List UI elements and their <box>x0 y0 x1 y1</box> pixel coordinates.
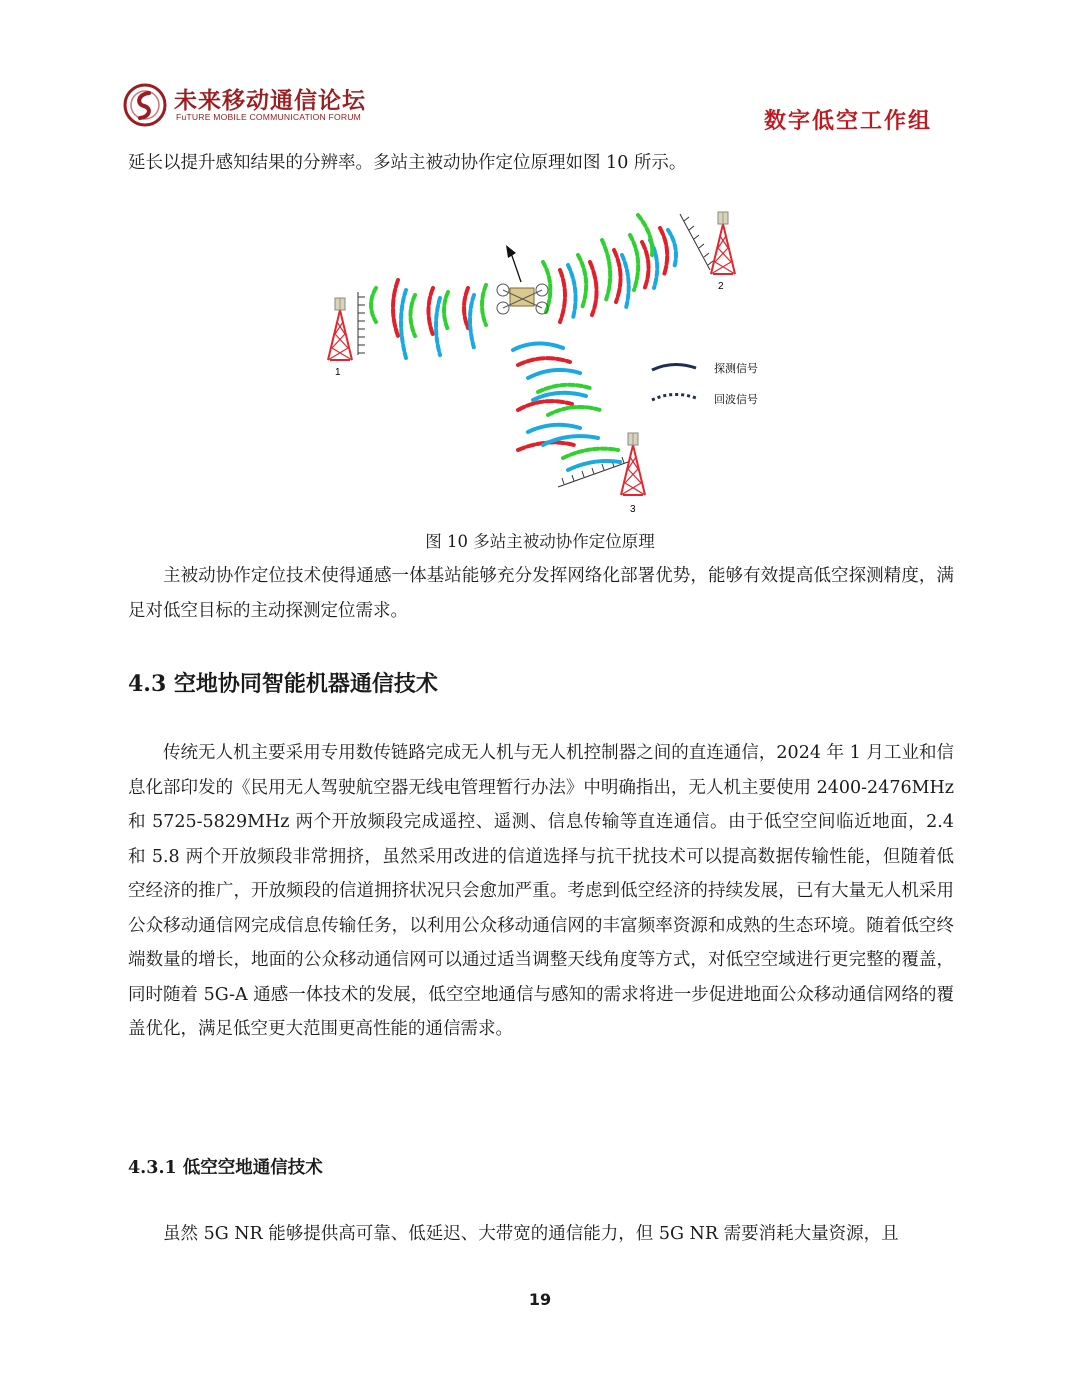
forum-logo <box>122 82 392 130</box>
working-group-name: 数字低空工作组 <box>763 109 932 134</box>
signal-waves-station-3 <box>513 343 620 470</box>
section-4-3-paragraph: 传统无人机主要采用专用数传链路完成无人机与无人机控制器之间的直连通信，2024 年 1 月工业和信息化部印发的《民用无人驾驶航空器无线电管理暂行办法》中明确指出，无人机主要使用 2400-2476MHz 和 5725-5829MHz 两个开放频段完成遥控、遥测、信息传输等直连通信。由于低空空间临近地面，2.4 和 5.8 两个开放频段非常拥挤，虽然采用改进的信道选择与抗干扰技术可以提高数据传输性能，但随着低空经济的推广，开放频段的信道拥挤状况只会愈加严重。考虑到低空经济的持续发展，已有大量无人机采用公众移动通信网完成信息传输任务，以利用公众移动通信网的丰富频率资源和成熟的生态环境。随着低空终端数量的增长，地面的公众移动通信网可以通过适当调整天线角度等方式，对低空空域进行更完整的覆盖，同时随着 5G-A 通感一体技术的发展，低空空地通信与感知的需求将进一步促进地面公众移动通信网络的覆盖优化，满足低空更大范围更高性能的通信需求。 <box>128 743 954 1039</box>
station-label-2: 2 <box>718 281 724 292</box>
legend-echo-signal-mark <box>652 394 696 400</box>
figure-legend <box>652 361 758 406</box>
drone-icon <box>497 245 548 314</box>
base-station-2-icon <box>711 212 735 274</box>
legend-probe-signal-mark <box>652 364 696 370</box>
forum-logo-icon <box>122 82 168 128</box>
page-number: 19 <box>528 1290 552 1309</box>
section-4-3-1-paragraph: 虽然 5G NR 能够提供高可靠、低延迟、大带宽的通信能力，但 5G NR 需要消耗大量资源，且 <box>163 1224 899 1244</box>
section-4-3-heading: 4.3 空地协同智能机器通信技术 <box>128 671 438 697</box>
signal-waves-station-2 <box>543 215 676 322</box>
legend-echo-signal-label: 回波信号 <box>714 393 758 406</box>
section-4-3-1-heading: 4.3.1 低空空地通信技术 <box>128 1158 323 1178</box>
antenna-array-2-icon <box>680 214 713 270</box>
forum-name-cn: 未来移动通信论坛 <box>174 88 366 114</box>
forum-name-en: FuTURE MOBILE COMMUNICATION FORUM <box>176 112 361 122</box>
intro-line: 延长以提升感知结果的分辨率。多站主被动协作定位原理如图 10 所示。 <box>128 153 687 173</box>
antenna-array-1-icon <box>358 292 365 355</box>
figure-diagram <box>318 200 788 525</box>
station-label-3: 3 <box>630 504 636 515</box>
paragraph-after-figure: 主被动协作定位技术使得通感一体基站能够充分发挥网络化部署优势，能够有效提高低空探测精度，满足对低空目标的主动探测定位需求。 <box>128 566 954 621</box>
station-label-1: 1 <box>335 367 341 378</box>
base-station-3-icon <box>621 433 645 495</box>
figure-caption: 图 10 多站主被动协作定位原理 <box>425 532 655 551</box>
signal-waves-station-1 <box>371 280 486 358</box>
legend-probe-signal-label: 探测信号 <box>714 362 758 375</box>
base-station-1-icon <box>328 298 352 360</box>
